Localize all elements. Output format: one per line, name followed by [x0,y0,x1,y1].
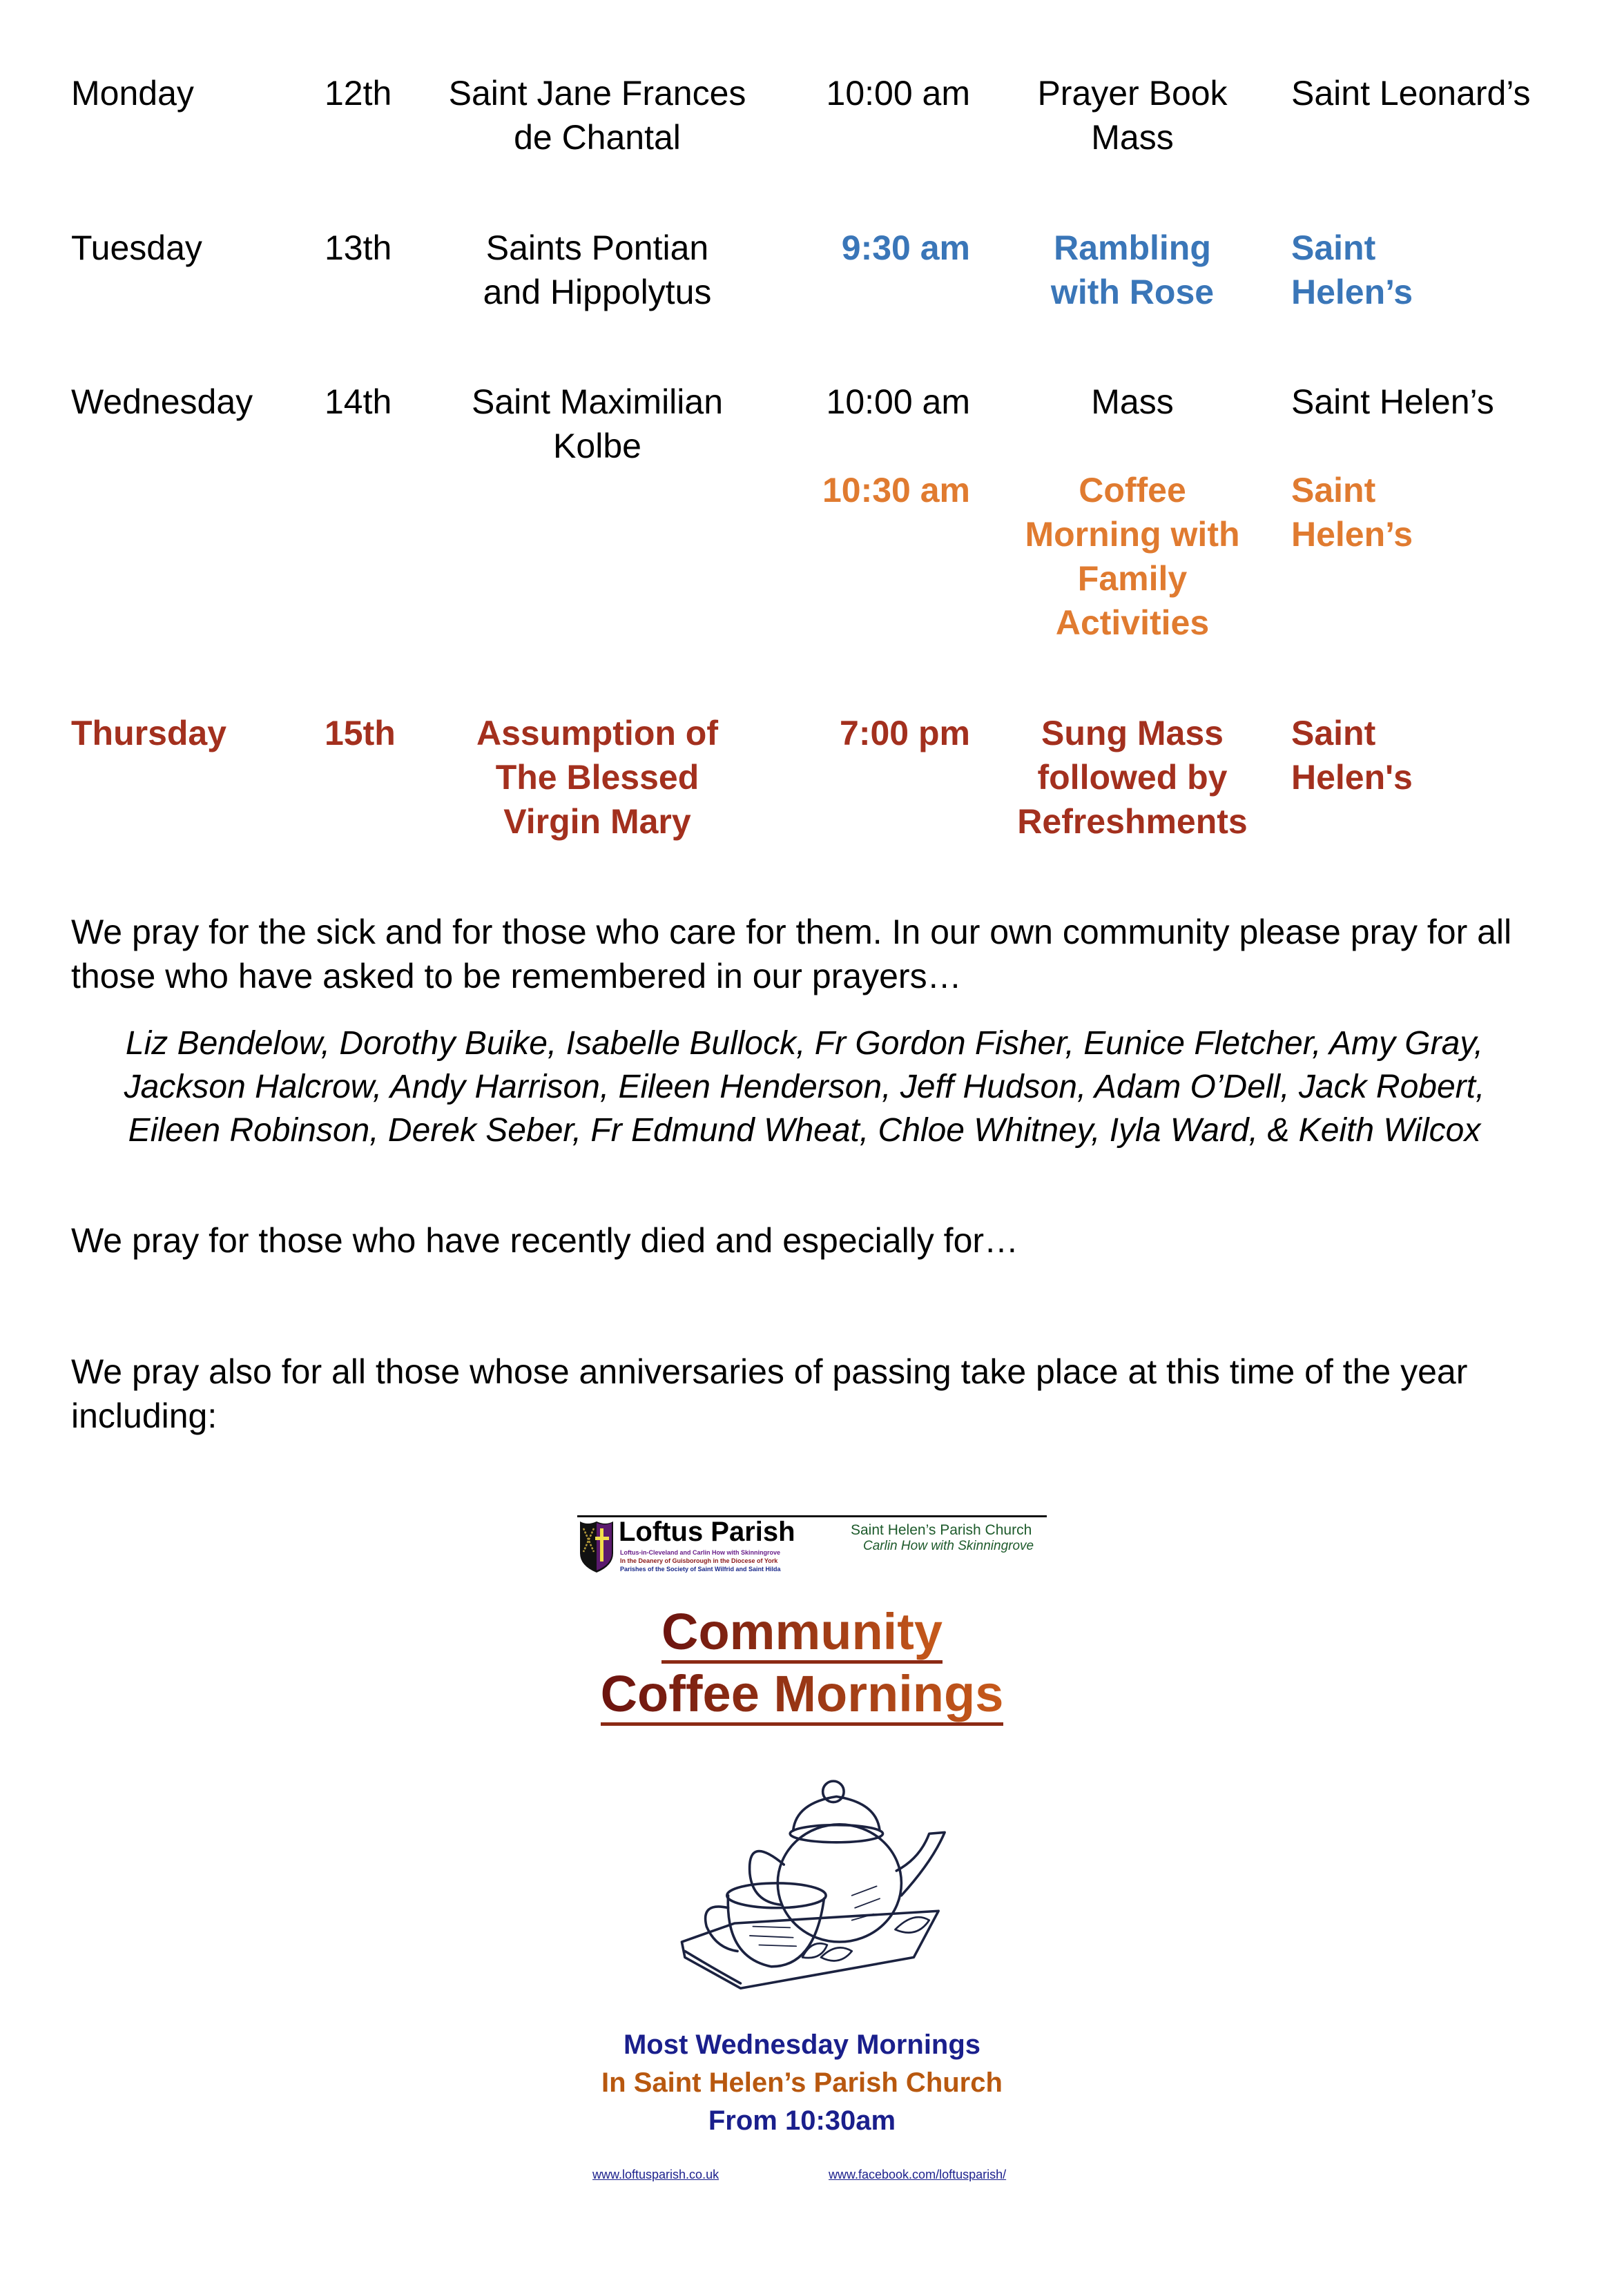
facebook-link[interactable]: www.facebook.com/loftusparish/ [829,2168,1007,2181]
info-line-when: Most Wednesday Mornings [623,2030,981,2060]
website-link[interactable]: www.loftusparish.co.uk [592,2168,719,2181]
teapot-and-cup-illustration [666,1747,963,1995]
day: Wednesday [71,382,253,421]
day: Monday [71,74,194,113]
event: Sung Mass followed by Refreshments [1017,714,1248,841]
location: Saint Helen’s [1291,228,1413,311]
time: 10:30 am [822,471,970,509]
logo-subline: In the Deanery of Guisborough in the Diocese of York [620,1557,778,1564]
event: Mass [1091,382,1174,421]
day: Tuesday [71,228,202,267]
feast: Saint Maximilian Kolbe [471,382,724,465]
names-line: Jackson Halcrow, Andy Harrison, Eileen Henderson, Jeff Hudson, Adam O’Dell, Jack Robert, [124,1069,1485,1105]
location: Saint Leonard’s [1291,74,1531,113]
date: 13th [325,228,392,267]
time: 7:00 pm [840,714,970,752]
prayer-sick-intro: We pray for the sick and for those who care for them. In our own community please pray for all those who have asked to be remembered in our prayers… [71,913,1512,995]
info-line-time: From 10:30am [708,2105,896,2136]
headline-line: Coffee Mornings [0,1664,1604,1724]
prayer-anniversary-intro: We pray also for all those whose anniversaries of passing take place at this time of the year including: [71,1352,1468,1435]
prayer-names-list [104,1022,1505,1152]
feast: Assumption of The Blessed Virgin Mary [476,714,718,841]
event: Rambling with Rose [1050,228,1215,311]
event: Prayer Book Mass [1037,74,1228,157]
headline-line: Community [0,1602,1604,1662]
logo-title: Loftus Parish [619,1517,795,1547]
time: 10:00 am [826,382,970,421]
location: Saint Helen’s [1291,471,1413,554]
time: 10:00 am [826,74,970,113]
info-line-where: In Saint Helen’s Parish Church [601,2068,1003,2098]
date: 15th [325,714,396,752]
logo-subline: Parishes of the Society of Saint Wilfrid and Saint Hilda [620,1566,781,1573]
date: 14th [325,382,392,421]
names-line: Liz Bendelow, Dorothy Buike, Isabelle Bullock, Fr Gordon Fisher, Eunice Fletcher, Amy Gray, [125,1025,1484,1062]
logo-subline: Loftus-in-Cleveland and Carlin How with Skinningrove [620,1549,781,1556]
names-line: Eileen Robinson, Derek Seber, Fr Edmund Wheat, Chloe Whitney, Iyla Ward, & Keith Wilcox [128,1112,1481,1149]
prayer-died-intro: We pray for those who have recently died and especially for… [71,1221,1019,1260]
location: Saint Helen's [1291,714,1413,797]
time: 9:30 am [841,228,970,267]
feast: Saints Pontian and Hippolytus [483,228,712,311]
feast: Saint Jane Frances de Chantal [448,74,746,157]
church-subtitle: Carlin How with Skinningrove [863,1539,1034,1553]
event: Coffee Morning with Family Activities [1025,471,1240,642]
day: Thursday [71,714,227,752]
date: 12th [325,74,392,113]
location: Saint Helen’s [1291,382,1494,421]
parish-shield-icon [579,1520,615,1574]
church-name: Saint Helen’s Parish Church [851,1522,1032,1538]
